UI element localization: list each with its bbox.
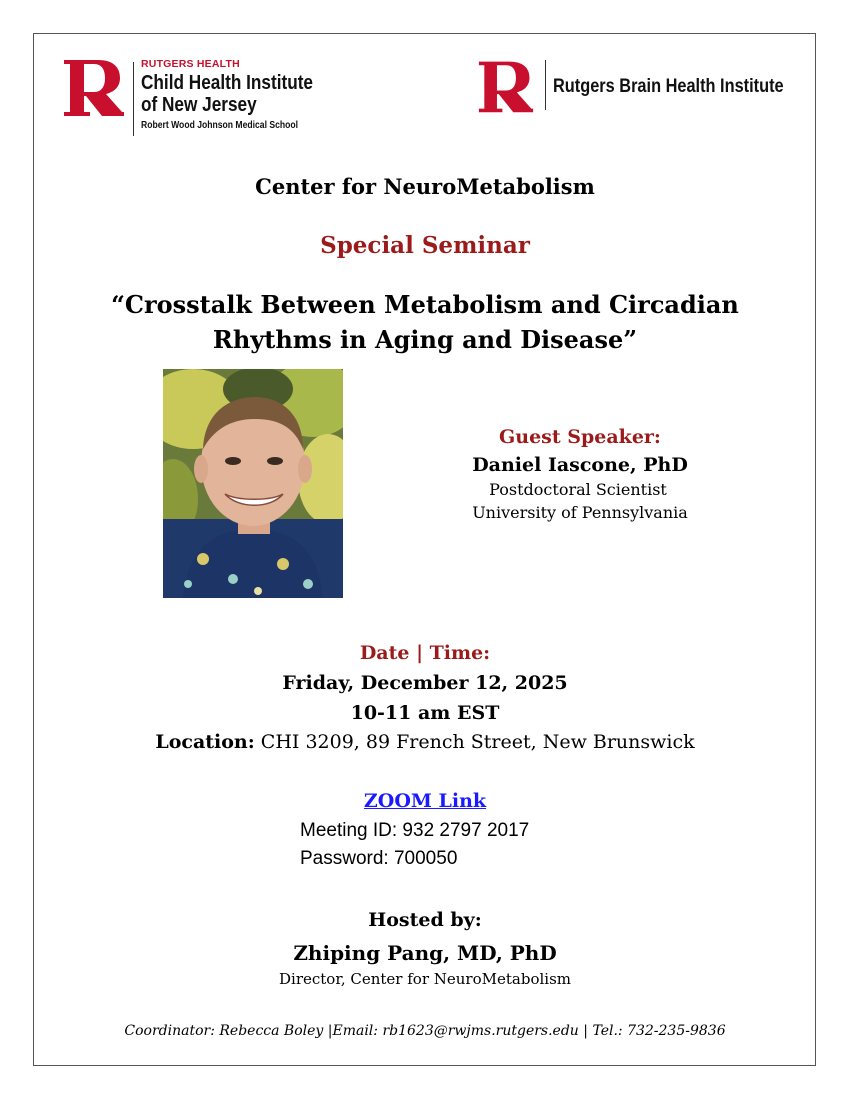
date-time-label: Date | Time: xyxy=(359,642,491,664)
event-time: 10-11 am EST xyxy=(350,702,500,724)
talk-title-line1: “Crosstalk Between Metabolism and Circadian xyxy=(111,290,739,319)
event-date: Friday, December 12, 2025 xyxy=(282,672,568,694)
zoom-link[interactable]: ZOOM Link xyxy=(363,790,487,812)
host-name: Zhiping Pang, MD, PhD xyxy=(293,941,557,965)
speaker-photo xyxy=(163,369,343,598)
chi-name-line1: Child Health Institute xyxy=(141,72,313,94)
talk-title-line2: Rhythms in Aging and Disease” xyxy=(212,325,638,354)
speaker-label: Guest Speaker: xyxy=(499,426,661,448)
meeting-password: Password: 700050 xyxy=(300,848,458,869)
bhi-logo-divider xyxy=(545,60,546,110)
speaker-name: Daniel Iascone, PhD xyxy=(472,454,688,476)
chi-name-line2: of New Jersey xyxy=(141,94,257,116)
host-label: Hosted by: xyxy=(368,909,482,931)
chi-logo-text xyxy=(141,58,341,131)
zoom-link-container xyxy=(0,790,850,812)
center-name: Center for NeuroMetabolism xyxy=(255,174,595,199)
location-value: CHI 3209, 89 French Street, New Brunswick xyxy=(254,731,695,753)
speaker-role: Postdoctoral Scientist xyxy=(489,480,667,499)
chi-r-logo-icon xyxy=(62,56,126,122)
bhi-logo-text: Rutgers Brain Health Institute xyxy=(553,76,784,97)
coordinator-footer: Coordinator: Rebecca Boley |Email: rb1623@rwjms.rutgers.edu | Tel.: 732-235-9836 xyxy=(124,1023,726,1039)
bhi-r-logo-icon xyxy=(474,58,538,114)
event-location xyxy=(0,731,850,753)
chi-school-label: Robert Wood Johnson Medical School xyxy=(141,120,299,131)
chi-logo-divider xyxy=(133,62,134,136)
meeting-id: Meeting ID: 932 2797 2017 xyxy=(300,820,530,841)
event-type: Special Seminar xyxy=(320,232,530,259)
speaker-org: University of Pennsylvania xyxy=(472,503,688,522)
chi-health-label: RUTGERS HEALTH xyxy=(141,58,240,70)
host-role: Director, Center for NeuroMetabolism xyxy=(279,970,571,988)
location-label: Location: xyxy=(155,731,255,753)
